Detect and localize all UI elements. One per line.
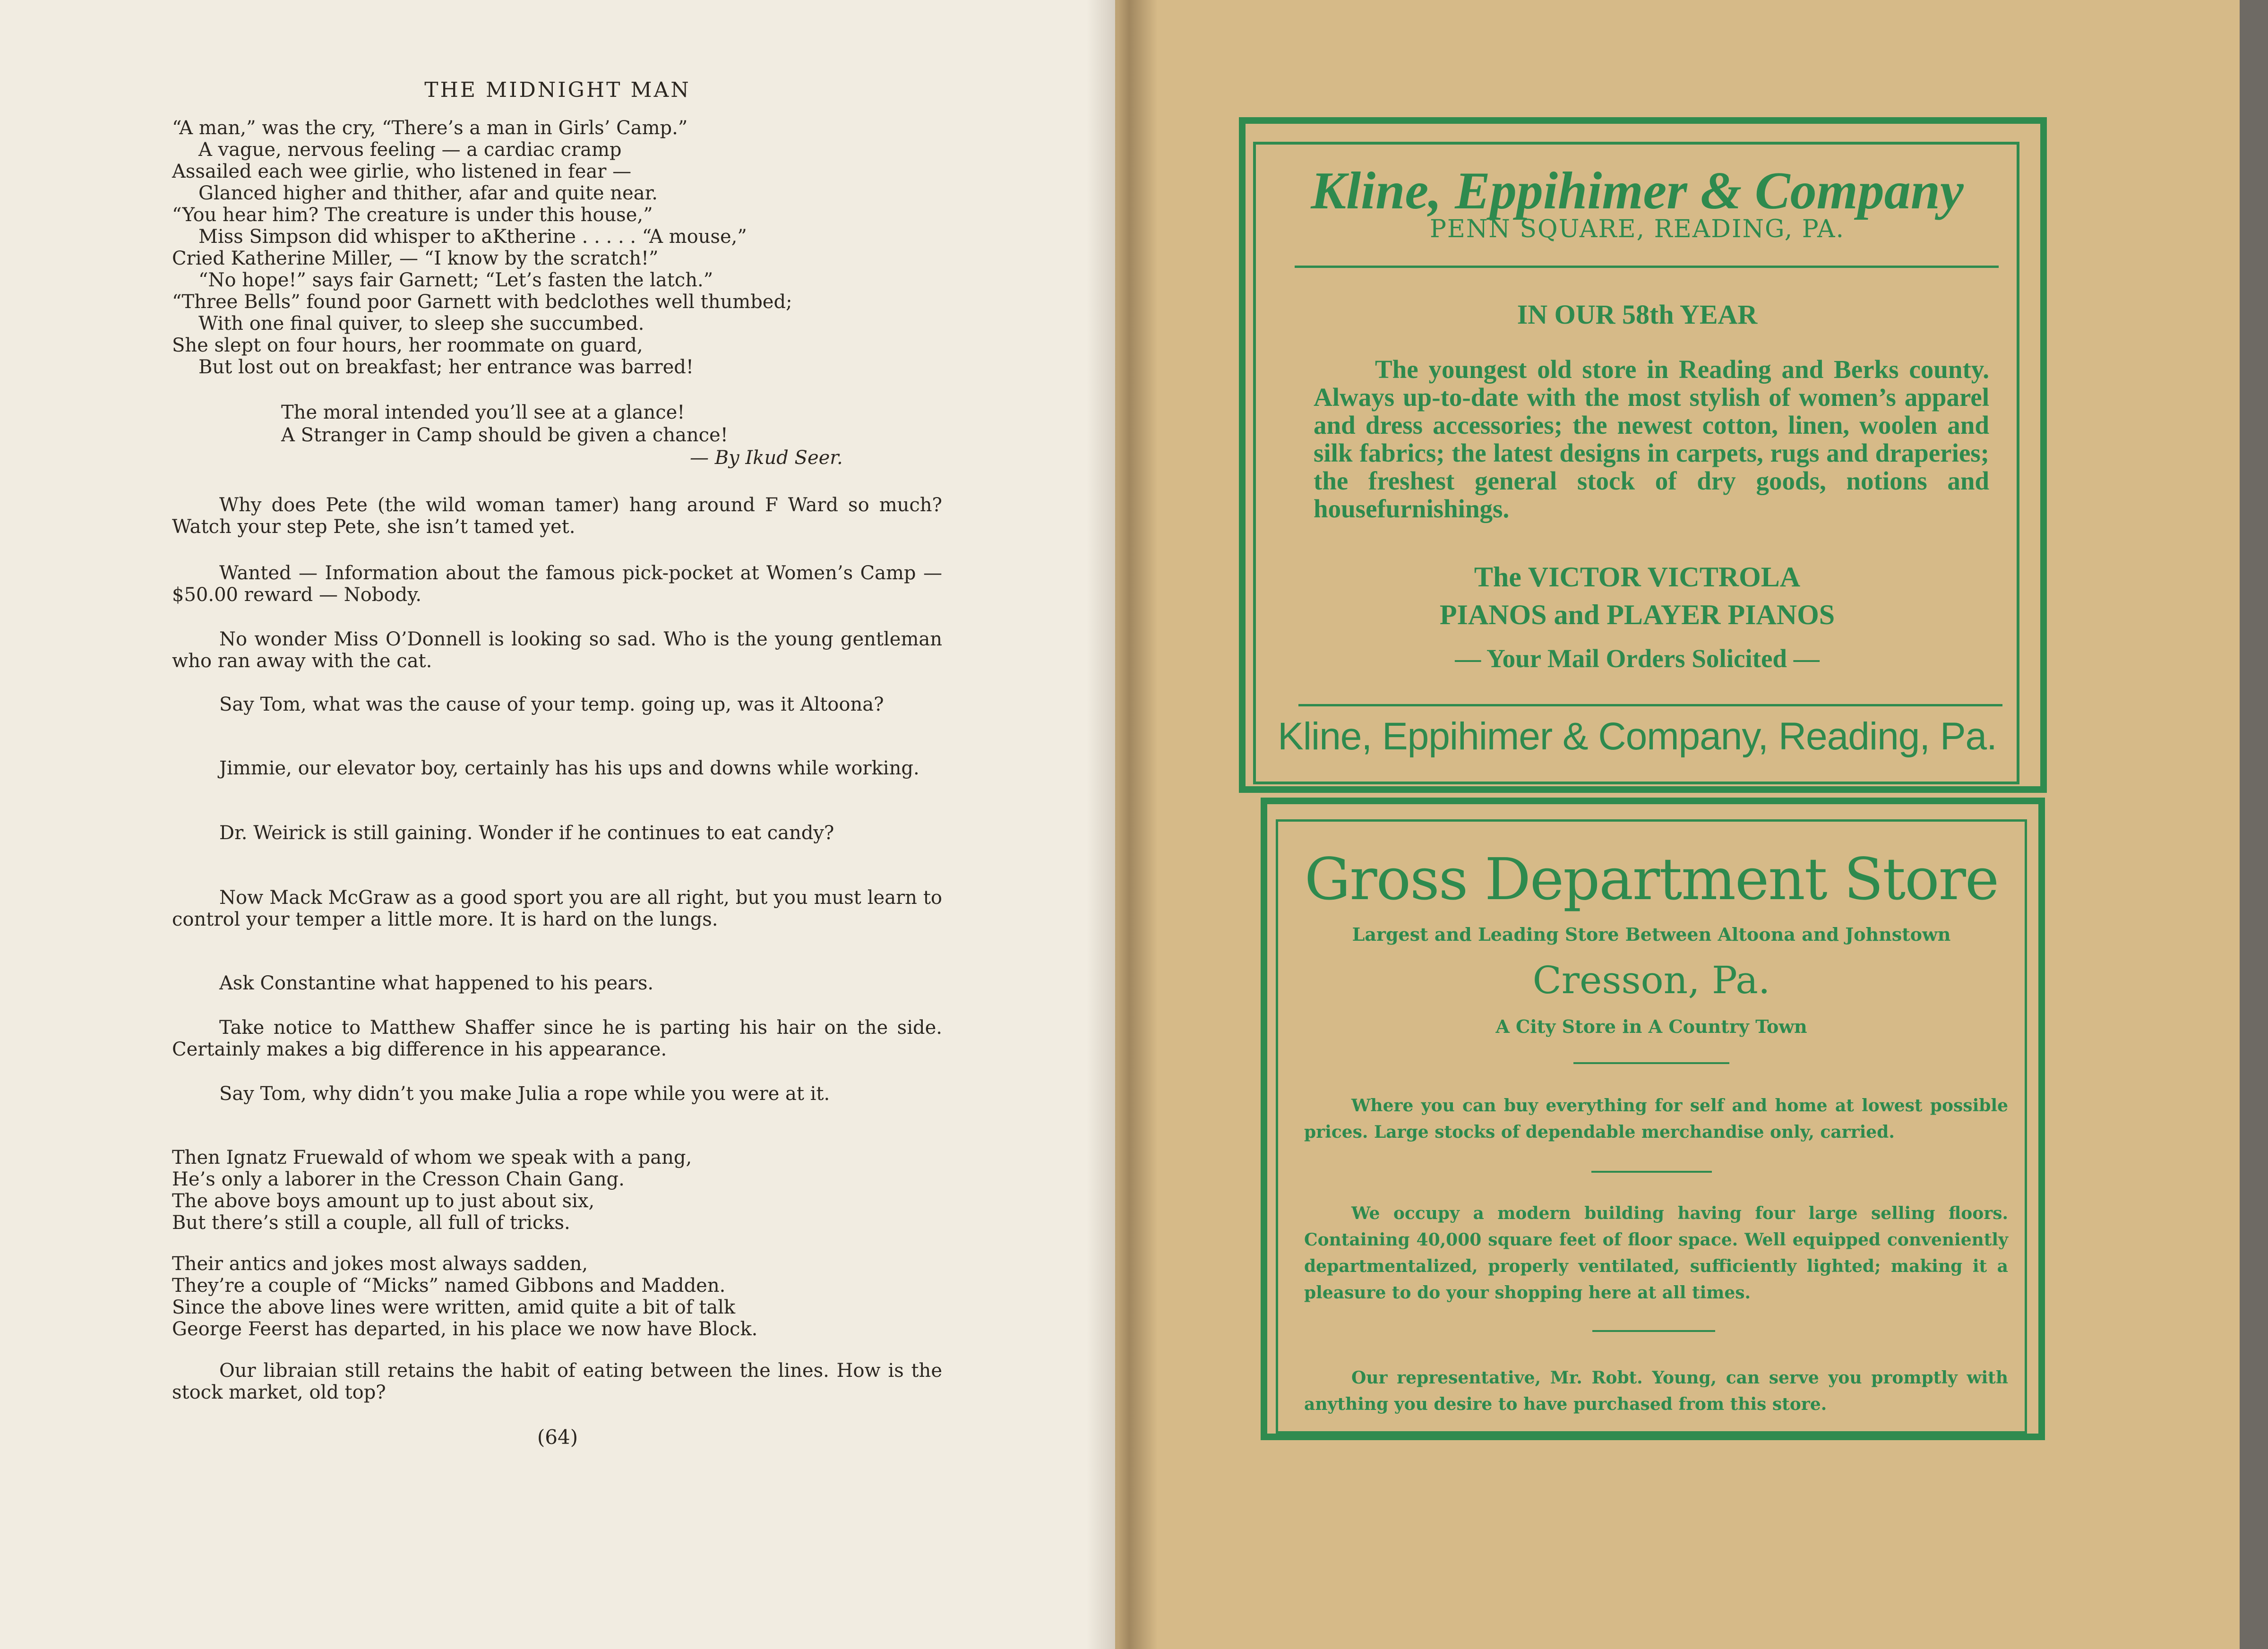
- gross-tagline: Largest and Leading Store Between Altoona and Johnstown: [1352, 924, 1951, 945]
- kline-mail-orders: — Your Mail Orders Solicited —: [1455, 644, 1820, 673]
- closing-paragraph: Our libraian still retains the habit of eating between the lines. How is the stock market, old top?: [172, 1360, 942, 1403]
- gross-slogan: A City Store in A Country Town: [1495, 1016, 1807, 1037]
- kline-pianos: PIANOS and PLAYER PIANOS: [1439, 599, 1835, 630]
- poem-line: Glanced higher and thither, afar and quite near.: [198, 182, 658, 204]
- poem-line: But lost out on breakfast; her entrance was barred!: [198, 356, 694, 378]
- poem-line: “No hope!” says fair Garnett; “Let’s fasten the latch.”: [198, 269, 713, 291]
- poem-line: Miss Simpson did whisper to aKtherine . . . . . “A mouse,”: [198, 226, 747, 248]
- poem-line: Assailed each wee girlie, who listened in fear —: [172, 161, 632, 182]
- poem-line: Cried Katherine Miller, — “I know by the scratch!”: [172, 248, 659, 269]
- note-paragraph: Ask Constantine what happened to his pears.: [219, 972, 654, 994]
- note-paragraph: Say Tom, what was the cause of your temp. going up, was it Altoona?: [219, 694, 884, 715]
- gross-paragraph: Our representative, Mr. Robt. Young, can serve you promptly with anything you desire to have purchased from this store.: [1304, 1368, 2008, 1414]
- verse-line: Their antics and jokes most always sadden,: [172, 1253, 588, 1275]
- gross-store-name: Gross Department Store: [1304, 846, 1999, 913]
- poem-line: She slept on four hours, her roommate on guard,: [172, 335, 643, 356]
- kline-year: IN OUR 58th YEAR: [1517, 299, 1758, 330]
- verse-line: George Feerst has departed, in his place we now have Block.: [172, 1318, 758, 1340]
- note-paragraph: Now Mack McGraw as a good sport you are all right, but you must learn to control your temper a little more. It is hard on the lungs.: [172, 887, 942, 930]
- verse-line: They’re a couple of “Micks” named Gibbons and Madden.: [172, 1275, 726, 1297]
- poem-line: “You hear him? The creature is under this house,”: [172, 204, 653, 226]
- gross-divider: [1573, 1062, 1729, 1064]
- poem-line: With one final quiver, to sleep she succumbed.: [198, 313, 644, 335]
- note-paragraph: Say Tom, why didn’t you make Julia a rope while you were at it.: [219, 1083, 830, 1105]
- kline-divider: [1295, 266, 1999, 268]
- note-paragraph: Jimmie, our elevator boy, certainly has his ups and downs while working.: [219, 757, 919, 779]
- note-paragraph: Why does Pete (the wild woman tamer) hang around F Ward so much? Watch your step Pete, she isn’t tamed yet.: [172, 494, 942, 538]
- poem-line: A vague, nervous feeling — a cardiac cramp: [198, 139, 622, 161]
- moral-line: A Stranger in Camp should be given a chance!: [281, 424, 728, 446]
- verse-line: Then Ignatz Fruewald of whom we speak with a pang,: [172, 1147, 692, 1168]
- gross-paragraph: Where you can buy everything for self and home at lowest possible prices. Large stocks of dependable merchandise only, carried.: [1304, 1096, 2008, 1142]
- gross-paragraph: We occupy a modern building having four large selling floors. Containing 40,000 square feet of floor space. Well equipped conveniently departmentalized, properly ventilated, sufficiently lighted; making it a pleasure to do your shopping here at all times.: [1304, 1203, 2008, 1303]
- verse-line: But there’s still a couple, all full of tricks.: [172, 1212, 570, 1234]
- verse-line: He’s only a laborer in the Cresson Chain Gang.: [172, 1168, 625, 1190]
- page-number: (64): [537, 1426, 578, 1449]
- kline-description: The youngest old store in Reading and Berks county. Always up-to-date with the most stylish of women’s apparel and dress accessories; the newest cotton, linen, woolen and silk fabrics; the latest designs in carpets, rugs and draperies; the freshest general stock of dry goods, notions and housefurnishings.: [1314, 355, 1989, 523]
- book-gutter: [1087, 0, 1158, 1649]
- kline-victrola: The VICTOR VICTROLA: [1474, 561, 1801, 593]
- running-head: THE MIDNIGHT MAN: [424, 78, 691, 102]
- note-paragraph: Dr. Weirick is still gaining. Wonder if he continues to eat candy?: [219, 822, 834, 844]
- poem-line: “Three Bells” found poor Garnett with bedclothes well thumbed;: [172, 291, 792, 313]
- note-paragraph: Take notice to Matthew Shaffer since he is parting his hair on the side. Certainly makes a big difference in his appearance.: [172, 1017, 942, 1060]
- kline-address: PENN SQUARE, READING, PA.: [1429, 215, 1845, 243]
- poem-signature: — By Ikud Seer.: [690, 447, 843, 469]
- note-paragraph: No wonder Miss O’Donnell is looking so sad. Who is the young gentleman who ran away with the cat.: [172, 628, 942, 672]
- poem-line: “A man,” was the cry, “There’s a man in Girls’ Camp.”: [172, 117, 688, 139]
- kline-divider: [1298, 704, 2002, 706]
- gross-divider: [1591, 1171, 1712, 1173]
- gross-city: Cresson, Pa.: [1532, 958, 1770, 1002]
- note-paragraph: Wanted — Information about the famous pick-pocket at Women’s Camp — $50.00 reward — Nobody.: [172, 562, 942, 606]
- kline-footer: Kline, Eppihimer & Company, Reading, Pa.: [1278, 715, 1997, 758]
- book-edge: [2240, 0, 2268, 1649]
- gross-divider: [1592, 1330, 1715, 1332]
- verse-line: The above boys amount up to just about six,: [172, 1190, 595, 1212]
- kline-store-name: Kline, Eppihimer & Company: [1311, 162, 1964, 220]
- verse-line: Since the above lines were written, amid quite a bit of talk: [172, 1297, 736, 1318]
- moral-line: The moral intended you’ll see at a glance!: [281, 402, 685, 423]
